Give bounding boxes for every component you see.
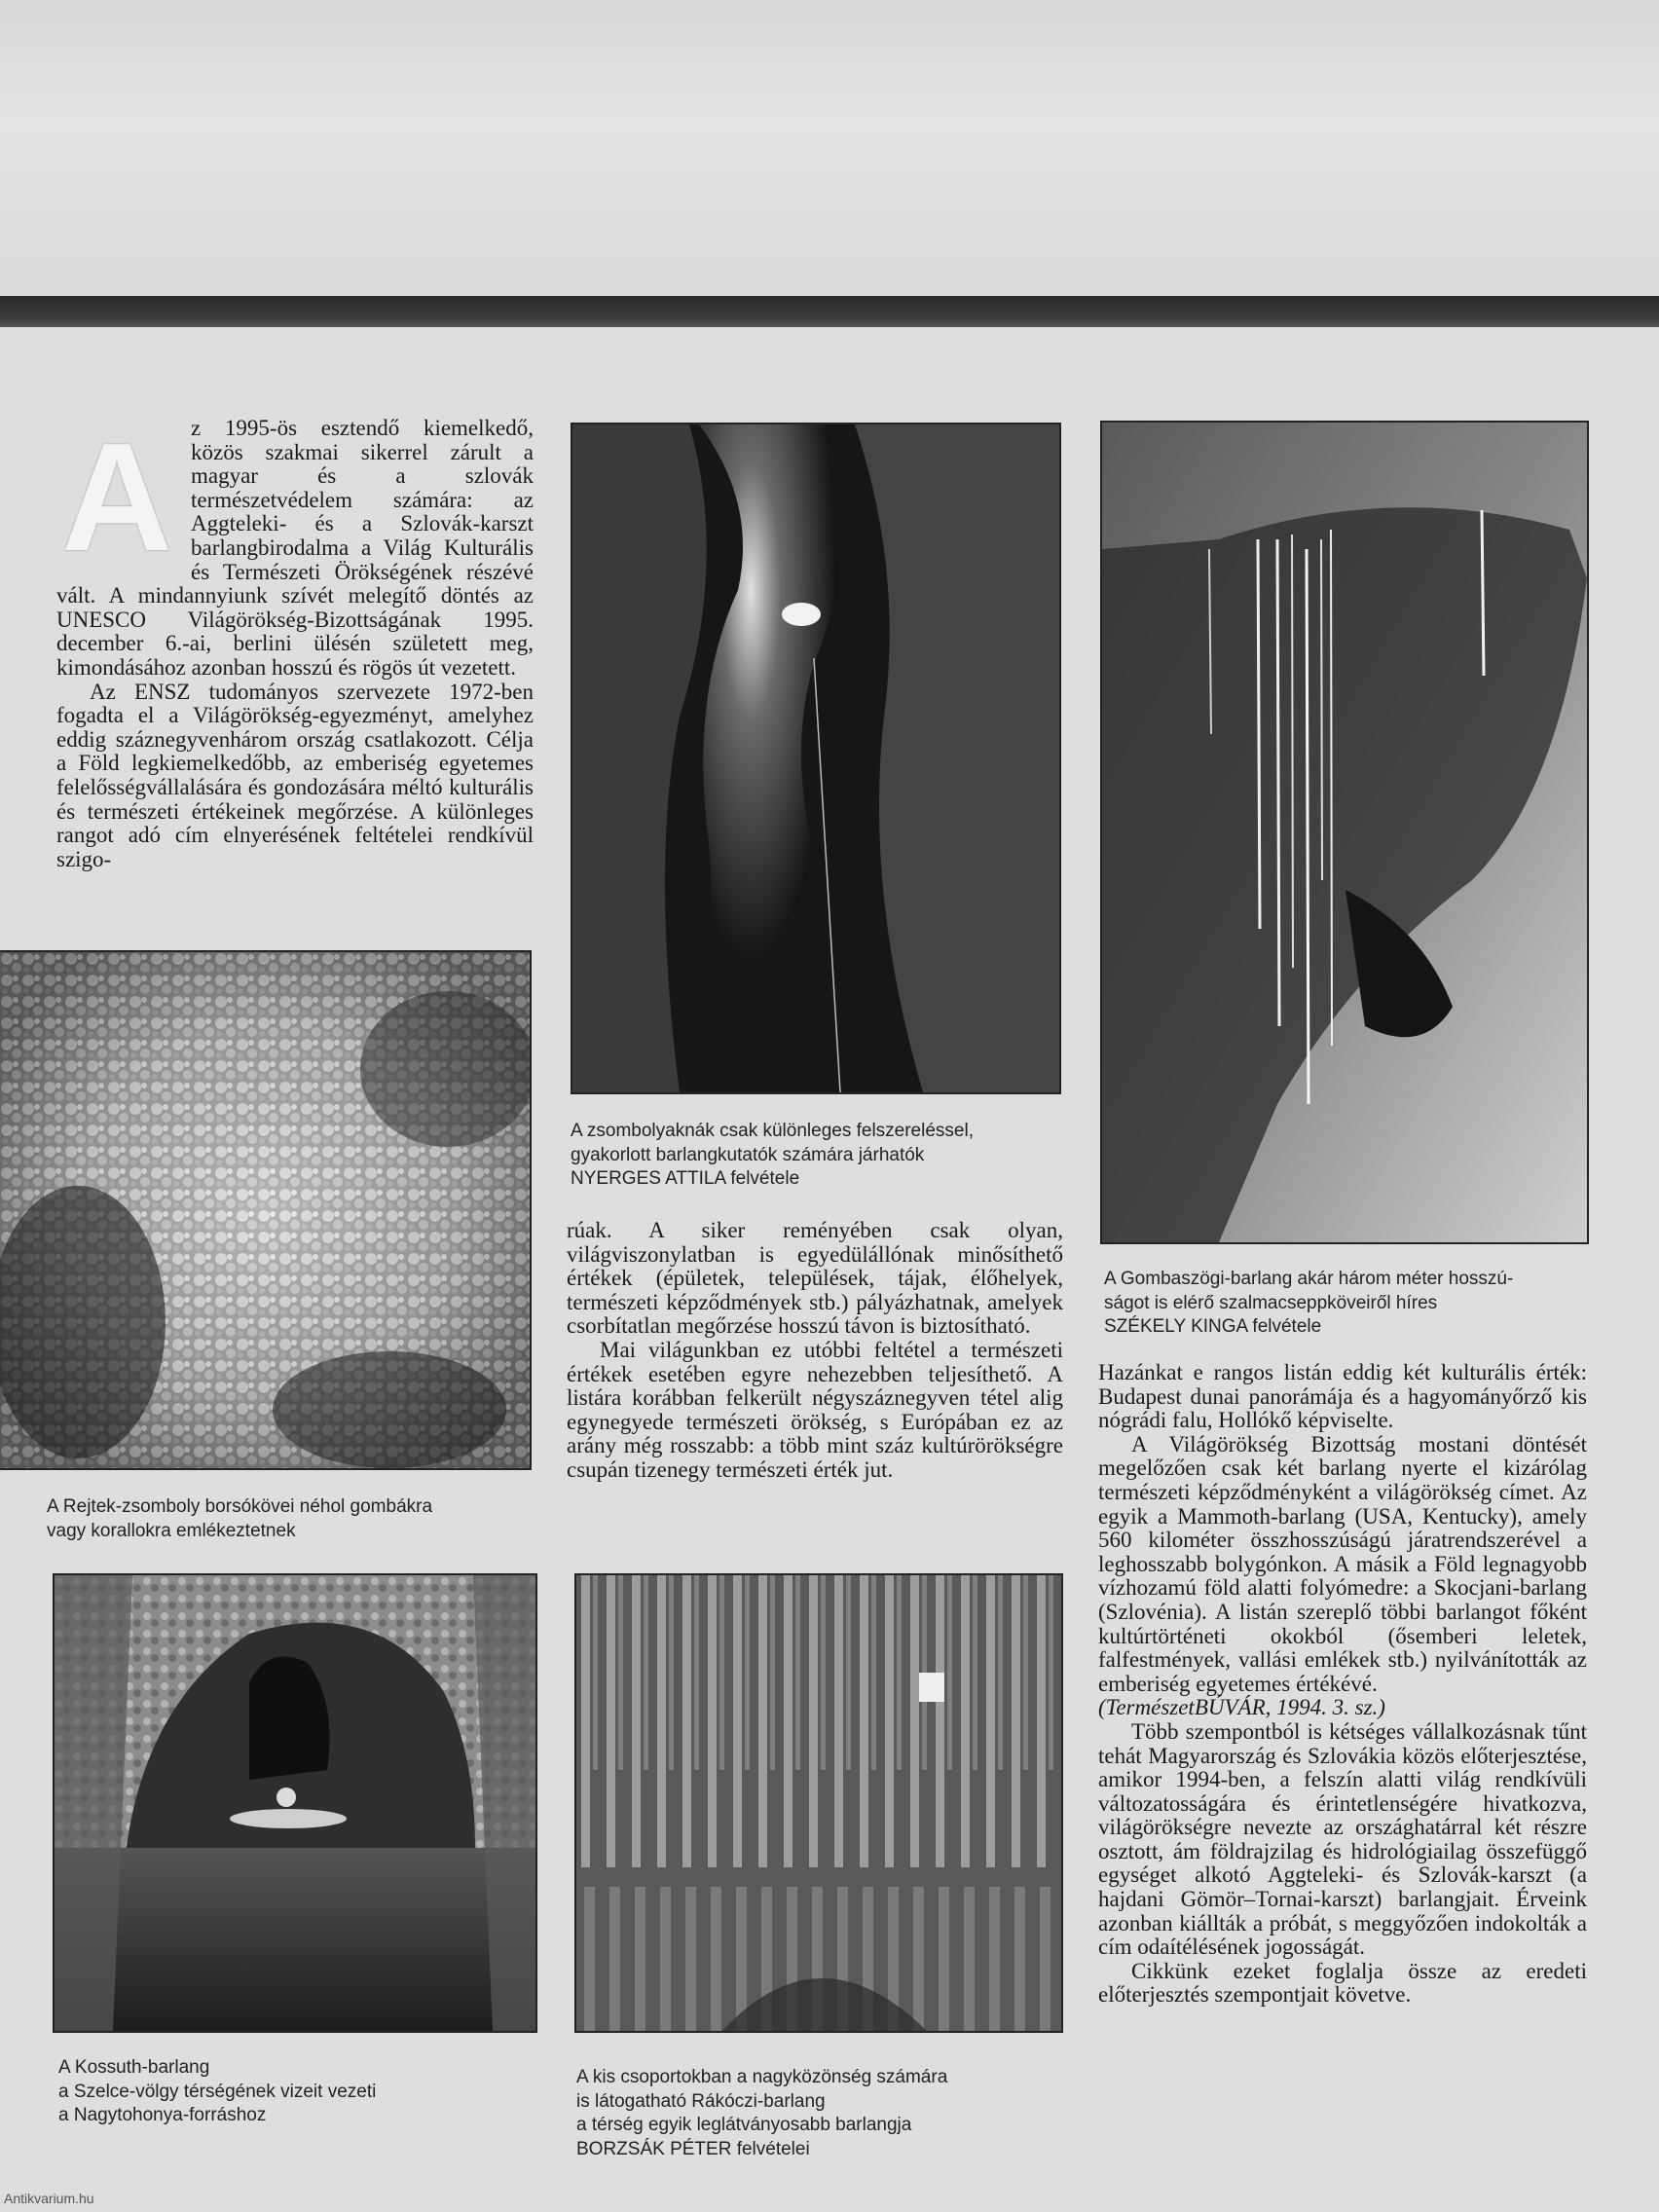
photo-rejtek-zsomboly xyxy=(0,950,532,1470)
caption-kossuth-barlang: A Kossuth-barlang a Szelce-völgy térségének vizeit vezeti a Nagytohonya-forráshoz xyxy=(58,2057,377,2125)
article-column-3 xyxy=(1098,1361,1587,2008)
photo-zsomboly-akna xyxy=(571,423,1061,1094)
table-surface xyxy=(0,0,1659,312)
watermark: Antikvarium.hu xyxy=(4,2191,94,2206)
paragraph: Több szempontból is kétséges vállalkozásnak tűnt tehát Magyarország és Szlovákia közös előterjesztése, amikor 1994-ben, a felszín alatti világ rendkívüli változatosságára és érintetlenségére hivatkozva, világörökségre nevezte az országhatárral két részre osztott, ám földrajzilag és hidrológiailag összefüggő egységet alkotó Aggteleki- és Szlovák-karszt (a hajdani Gömör–Tornai-karszt) barlangjait. Érveink azonban kiállták a próbát, s meggyőzően indokolták a cím odaítélésének jogosságát. xyxy=(1098,1718,1587,1960)
paragraph: z 1995-ös esztendő kiemelkedő, közös szakmai sikerrel zárult a magyar és a szlovák természetvédelem számára: az Aggteleki- és a Szlovák-karszt barlangbirodalma a Világ Kulturális és Természeti Örökségének részévé vált. A mindannyiunk szívét melegítő döntés az UNESCO Világörökség-Bizottságának 1995. december 6.-ai, berlini ülésén született meg, kimondásához azonban hosszú és rögös út vezetett. xyxy=(56,416,534,680)
article-column-1 xyxy=(56,412,534,871)
photo-kossuth-barlang xyxy=(53,1573,537,2033)
caption-gombaszogi-barlang: A Gombaszögi-barlang akár három méter hosszú- ságot is elérő szalmacseppköveiről híres SZÉKELY KINGA felvétele xyxy=(1104,1269,1514,1337)
photo-gombaszogi-barlang xyxy=(1100,421,1589,1244)
photo-rakoczi-barlang xyxy=(574,1573,1063,2033)
paragraph-citation: (TermészetBÚVÁR, 1994. 3. sz.) xyxy=(1098,1695,1385,1720)
paragraph: Az ENSZ tudományos szervezete 1972-ben fogadta el a Világörökség-egyezményt, amelyhez eddig száznegyvenhárom ország csatlakozott. Célja a Föld legkiemelkedőbb, az emberiség egyetemes felelősségvállalására és gondozására méltó kulturális és természeti értékeinek megőrzése. A különleges rangot adó cím elnyerésének feltételei rendkívül szigo- xyxy=(56,679,534,871)
paragraph: rúak. A siker reményében csak olyan, világviszonylatban is egyedülállónak minősíthető értékek (épületek, települések, tájak, élőhelyek, természeti képződmények stb.) pályázhatnak, amelyek csorbítatlan megőrzése hosszú távon is biztosítható. xyxy=(567,1218,1063,1339)
paragraph: A Világörökség Bizottság mostani döntését megelőzően csak két barlang nyerte el kizárólag természeti képződményként a világörökség címet. Az egyik a Mammoth-barlang (USA, Kentucky), amely 560 kilométer összhosszúságú járatrendszerével a leghosszabb bolygónkon. A másik a Föld legnagyobb vízhozamú föld alatti folyómedre: a Skocjani-barlang (Szlovénia). A listán szereplő többi barlangot főként kultúrtörténeti okokból (ősemberi leletek, falfestmények, vallási emlékek stb.) nyilvánították az emberiség egyetemes értékévé. xyxy=(1098,1431,1587,1696)
book-binding-edge xyxy=(0,296,1659,327)
paragraph: Hazánkat e rangos listán eddig két kulturális érték: Budapest dunai panorámája és a hagyományőrző kis nógrádi falu, Hollókő képviselte. xyxy=(1098,1360,1587,1433)
caption-zsomboly-akna: A zsombolyaknák csak különleges felszereléssel, gyakorlott barlangkutatók számára járhatók NYERGES ATTILA felvétele xyxy=(571,1121,974,1189)
paragraph: Cikkünk ezeket foglalja össze az eredeti előterjesztés szempontjait követve. xyxy=(1098,1958,1587,2008)
paragraph: Mai világunkban ez utóbbi feltétel a természeti értékek esetében egyre nehezebben teljesíthető. A listára korábban felkerült négyszáznegyven tétel alig egynegyede természeti örökség, s Európában ez az arány még rosszabb: a több mint száz kultúrörökségre csupán tizenegy természeti érték jut. xyxy=(567,1337,1063,1482)
caption-rakoczi-barlang: A kis csoportokban a nagyközönség számára is látogatható Rákóczi-barlang a térség egyik leglátványosabb barlangja BORZSÁK PÉTER felvételei xyxy=(576,2067,948,2159)
article-column-2 xyxy=(567,1219,1063,1483)
caption-rejtek-zsomboly: A Rejtek-zsomboly borsókövei néhol gombákra vagy korallokra emlékeztetnek xyxy=(47,1496,433,1541)
drop-cap: A xyxy=(60,412,173,583)
